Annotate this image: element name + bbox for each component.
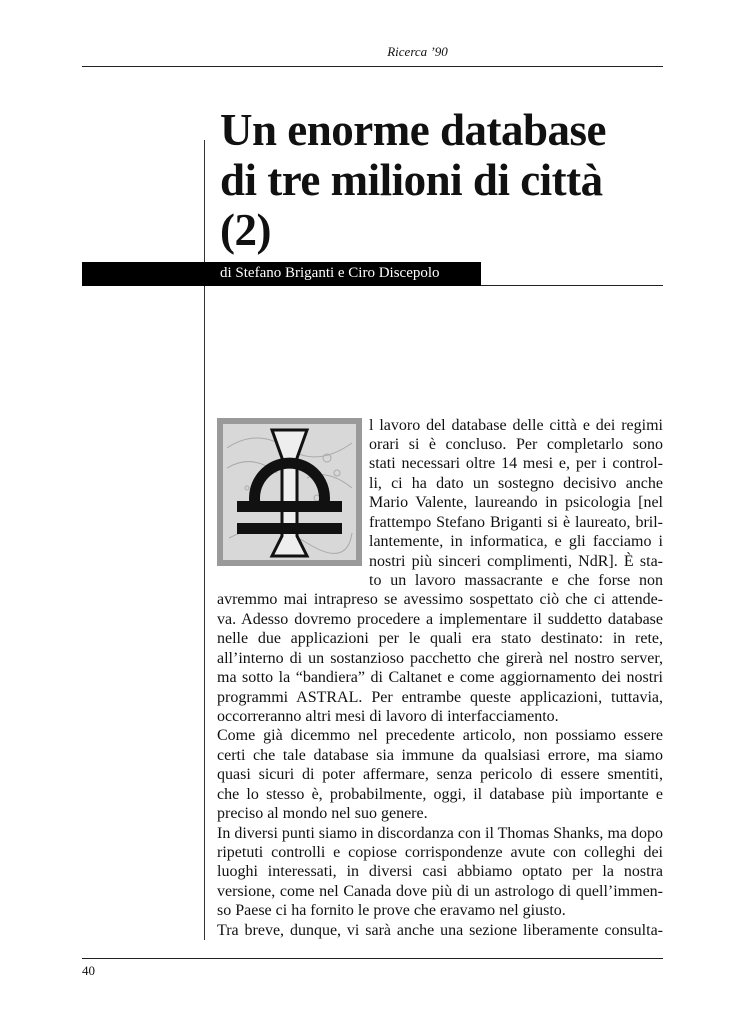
page-number: 40 (82, 963, 95, 978)
body-line: avremmo mai intrapreso se avessimo sospettato ciò che ci attende- (217, 591, 663, 608)
body-line: lantemente, in informatica, e gli facciamo i (369, 533, 663, 550)
footer-rule (82, 958, 663, 959)
body-line: frattempo Stefano Briganti si è laureato, bril- (369, 514, 663, 531)
body-line: all’interno di un sostanzioso pacchetto che girerà nel nostro server, (217, 650, 663, 667)
body-line: l lavoro del database delle città e dei regimi (369, 417, 663, 434)
body-line: nelle due applicazioni per le quali era stato destinato: in rete, (217, 630, 663, 647)
title-line: Un enorme database (220, 105, 606, 155)
body-line: Mario Valente, laureando in psicologia [nel (369, 494, 663, 511)
column-rule (204, 140, 205, 940)
body-line: programmi ASTRAL. Per entrambe queste applicazioni, tuttavia, (217, 689, 663, 706)
body-line: versione, come nel Canada dove più di un astrologo di quell’immen- (217, 883, 663, 900)
body-line: In diversi punti siamo in discordanza con il Thomas Shanks, ma dopo (217, 825, 663, 842)
body-line: preciso al mondo nel suo genere. (217, 805, 428, 822)
body-line: Come già dicemmo nel precedente articolo, non possiamo essere (217, 727, 663, 744)
body-line: certi che tale database sia immune da qualsiasi errore, ma siamo (217, 747, 663, 764)
body-line: li, ci ha dato un sostegno decisivo anche (369, 475, 663, 492)
body-line: stati necessari oltre 14 mesi e, per i control- (369, 455, 663, 472)
running-header: Ricerca ’90 (387, 44, 448, 59)
article-title (220, 105, 606, 255)
body-line: to un lavoro massacrante e che forse non (369, 572, 663, 589)
body-line: orari si è concluso. Per completarlo sono (369, 436, 663, 453)
body-line: nostri più sinceri complimenti, NdR]. È sta- (369, 553, 663, 570)
libra-symbol-illustration (217, 418, 362, 566)
body-line: Tra breve, dunque, vi sarà anche una sezione liberamente consulta- (217, 922, 663, 939)
title-line: di tre milioni di città (220, 155, 603, 205)
byline-rule (481, 285, 663, 286)
title-line: (2) (220, 205, 271, 255)
header-rule (82, 66, 663, 67)
body-line: luoghi interessati, in diversi casi abbiamo optato per la nostra (217, 863, 663, 880)
byline: di Stefano Briganti e Ciro Discepolo (220, 265, 440, 281)
body-line: so Paese ci ha fornito le prove che eravamo nel giusto. (217, 902, 566, 919)
body-line: occorreranno altri mesi di lavoro di interfacciamento. (217, 708, 559, 725)
body-line: va. Adesso dovremo procedere a implementare il suddetto database (217, 611, 663, 628)
body-line: quasi sicuri di poter affermare, senza pericolo di essere smentiti, (217, 766, 663, 783)
body-line: che lo stesso è, probabilmente, oggi, il database più importante e (217, 786, 663, 803)
body-line: ripetuti controlli e copiose corrispondenze avute con colleghi dei (217, 844, 663, 861)
body-line: ma sotto la “bandiera” di Caltanet e come aggiornamento dei nostri (217, 669, 663, 686)
